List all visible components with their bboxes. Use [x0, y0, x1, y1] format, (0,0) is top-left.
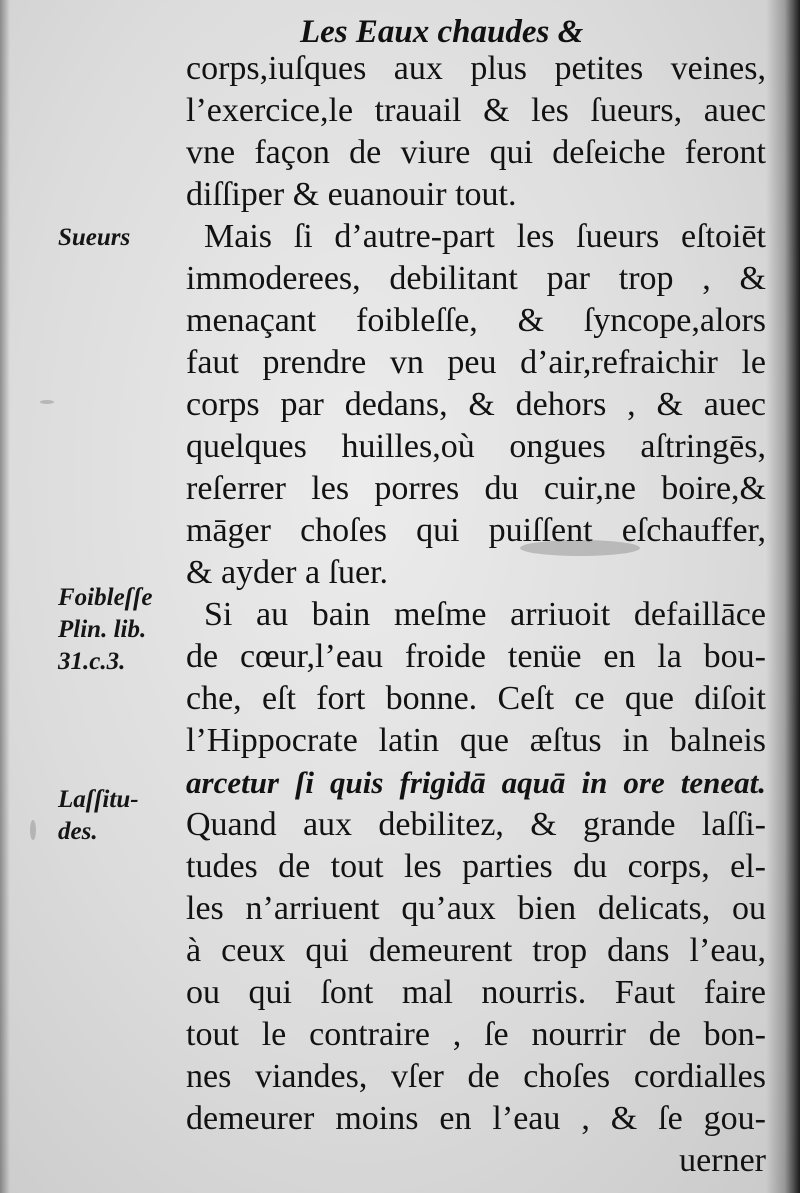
catchword: uerner [679, 1142, 766, 1179]
running-head: Les Eaux chaudes & [300, 14, 584, 50]
text-line: quelques huilles,où ongues aſtringēs, [186, 428, 766, 465]
margin-note-sueurs: Sueurs [58, 224, 131, 251]
text-line: vne façon de viure qui deſeiche feront [186, 134, 766, 171]
text-line: Si au bain meſme arriuoit defaillāce [204, 596, 766, 633]
ink-speck [40, 400, 54, 404]
text-line: menaçant foibleſſe, & ſyncope,alors [186, 302, 766, 339]
text-line: & ayder a ſuer. [186, 554, 389, 591]
text-line: che, eſt fort bonne. Ceſt ce que diſoit [186, 680, 766, 717]
text-line: corps par dedans, & dehors , & auec [186, 386, 766, 423]
page-gutter-shadow [766, 0, 800, 1193]
margin-note-chapter: 31.c.3. [58, 648, 126, 675]
margin-note-des: des. [58, 818, 98, 845]
text-line: à ceux qui demeurent trop dans l’eau, [186, 932, 766, 969]
text-line: Quand aux debilitez, & grande laſſi- [186, 806, 766, 843]
text-line: māger choſes qui puiſſent eſchauffer, [186, 512, 766, 549]
text-line: demeurer moins en l’eau , & ſe gou- [186, 1100, 766, 1137]
text-line: tudes de tout les parties du corps, el- [186, 848, 766, 885]
text-line: de cœur,l’eau froide tenüe en la bou- [186, 638, 766, 675]
latin-quotation: arcetur ſi quis frigidā aquā in ore teneat. [186, 765, 766, 800]
margin-note-foiblesse: Foibleſſe [58, 584, 153, 611]
text-line: l’Hippocrate latin que æſtus in balneis [186, 722, 766, 759]
text-line: les n’arriuent qu’aux bien delicats, ou [186, 890, 766, 927]
text-line: Mais ſi d’autre-part les ſueurs eſtoiēt [204, 218, 766, 255]
text-line: corps,iuſques aux plus petites veines, [186, 50, 766, 87]
page-shadow-left [0, 0, 10, 1193]
ink-speck [30, 820, 36, 840]
text-line: l’exercice,le trauail & les ſueurs, auec [186, 92, 766, 129]
margin-note-plin: Plin. lib. [58, 616, 147, 643]
text-line: reſerrer les porres du cuir,ne boire,& [186, 470, 766, 507]
body-text [186, 48, 766, 1182]
margin-note-lassitu: Laſſitu- [58, 786, 139, 813]
text-line: ou qui ſont mal nourris. Faut faire [186, 974, 766, 1011]
text-line: immoderees, debilitant par trop , & [186, 260, 766, 297]
text-line: nes viandes, vſer de choſes cordialles [186, 1058, 766, 1095]
text-line: tout le contraire , ſe nourrir de bon- [186, 1016, 766, 1053]
text-line: diſſiper & euanouir tout. [186, 176, 517, 213]
text-line: faut prendre vn peu d’air,refraichir le [186, 344, 766, 381]
